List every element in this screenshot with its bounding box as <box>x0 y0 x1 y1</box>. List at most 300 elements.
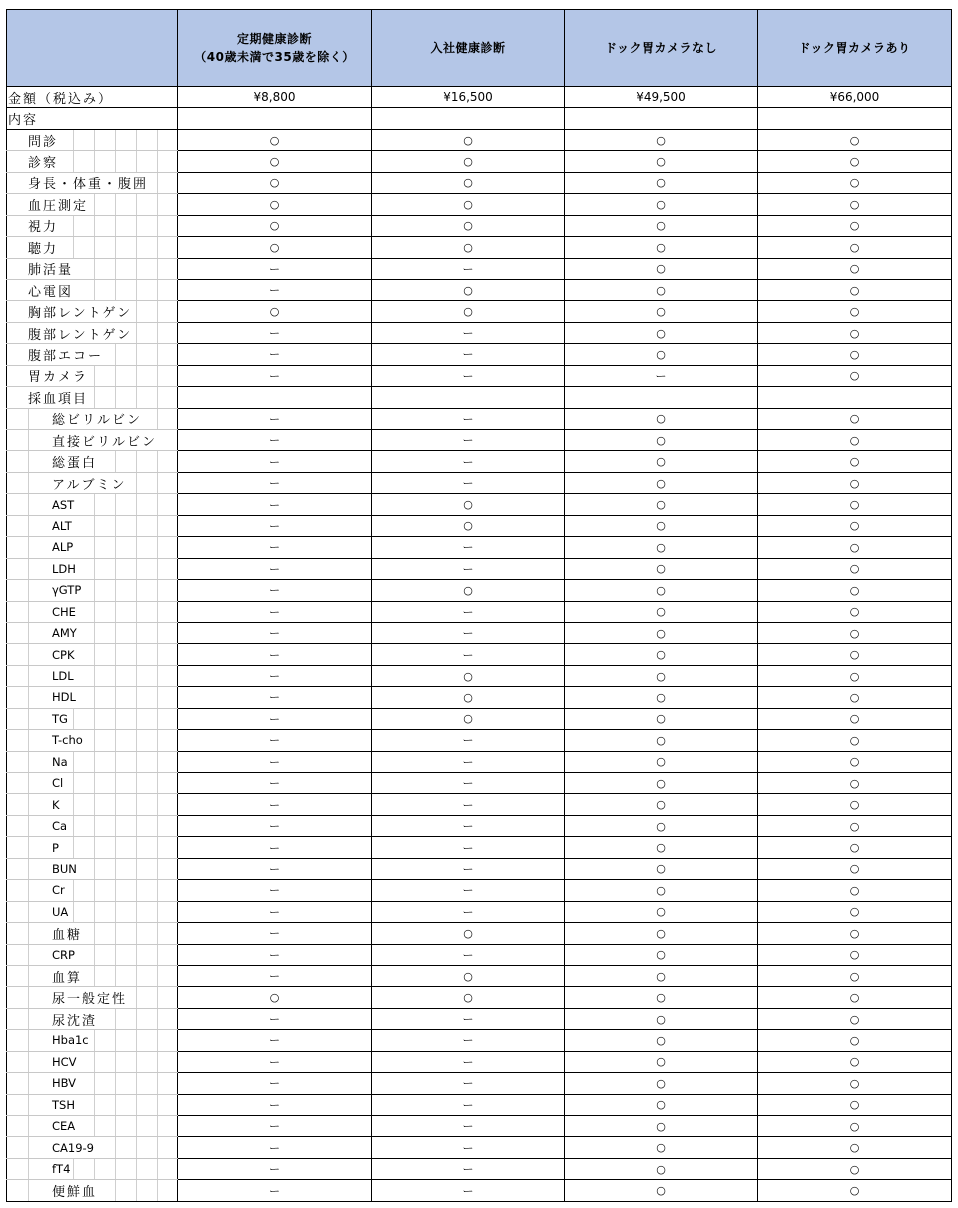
cell-gridline <box>28 1116 29 1136</box>
item-value-cell <box>372 451 565 472</box>
cell-gridline <box>136 194 137 214</box>
item-value-cell <box>565 751 758 772</box>
item-label: CPK <box>52 644 77 664</box>
cell-gridline <box>94 859 95 879</box>
cell-gridline <box>157 537 158 557</box>
cell-gridline <box>73 837 74 857</box>
included-mark: ○ <box>849 240 860 254</box>
cell-gridline <box>73 880 74 900</box>
included-mark: ○ <box>656 819 666 833</box>
cell-gridline <box>157 1052 158 1072</box>
item-row <box>7 558 952 579</box>
item-value-cell <box>178 537 372 558</box>
cell-gridline <box>115 1030 116 1050</box>
included-mark: ○ <box>849 1184 860 1198</box>
included-mark: ○ <box>656 455 666 469</box>
cell-gridline <box>157 173 158 193</box>
included-mark: ○ <box>849 1055 860 1069</box>
cell-gridline <box>115 773 116 793</box>
not-included-mark: ー <box>269 1120 280 1134</box>
item-value-cell <box>758 580 952 601</box>
not-included-mark: ー <box>462 1013 474 1027</box>
included-mark: ○ <box>849 712 860 726</box>
included-mark: ○ <box>656 283 666 297</box>
item-label-cell <box>7 773 178 794</box>
cell-gridline <box>94 280 95 300</box>
cell-gridline <box>115 1180 116 1200</box>
item-label-cell <box>7 794 178 815</box>
item-value-cell <box>178 194 372 215</box>
item-value-cell <box>565 1137 758 1158</box>
cell-gridline <box>157 966 158 986</box>
item-row <box>7 322 952 343</box>
item-label-cell <box>7 987 178 1008</box>
item-row <box>7 515 952 536</box>
item-row <box>7 151 952 172</box>
cell-gridline <box>136 151 137 171</box>
not-included-mark: ー <box>269 648 280 662</box>
cell-gridline <box>115 1009 116 1029</box>
cell-gridline <box>28 1180 29 1200</box>
item-value-cell <box>372 515 565 536</box>
cell-gridline <box>136 709 137 729</box>
item-value-cell <box>758 687 952 708</box>
cell-gridline <box>136 537 137 557</box>
cell-gridline <box>157 280 158 300</box>
item-value-cell <box>565 773 758 794</box>
item-value-cell <box>372 794 565 815</box>
item-value-cell <box>565 151 758 172</box>
item-label-cell <box>7 1180 178 1201</box>
cell-gridline <box>115 344 116 364</box>
item-value-cell <box>178 558 372 579</box>
item-value-cell <box>565 1158 758 1179</box>
item-row <box>7 1008 952 1029</box>
item-label: 肺活量 <box>28 259 75 279</box>
included-mark: ○ <box>849 991 860 1005</box>
item-value-cell <box>758 751 952 772</box>
included-mark: ○ <box>463 283 473 297</box>
cell-gridline <box>157 602 158 622</box>
item-value-cell <box>372 1051 565 1072</box>
included-mark: ○ <box>849 819 860 833</box>
included-mark: ○ <box>849 262 860 276</box>
cell-gridline <box>28 752 29 772</box>
cell-gridline <box>115 494 116 514</box>
cell-gridline <box>94 387 95 407</box>
item-label: 血算 <box>52 966 84 986</box>
cell-gridline <box>115 644 116 664</box>
item-value-cell <box>758 172 952 193</box>
price-cell: ¥66,000 <box>758 87 952 108</box>
item-value-cell <box>565 1180 758 1201</box>
item-value-cell <box>758 1030 952 1051</box>
item-label-cell <box>7 1008 178 1029</box>
item-label: HDL <box>52 687 78 707</box>
item-label-cell <box>7 365 178 386</box>
cell-gridline <box>115 1159 116 1179</box>
not-included-mark: ー <box>269 627 280 641</box>
included-mark: ○ <box>269 305 280 319</box>
cell-gridline <box>28 730 29 750</box>
item-value-cell <box>178 815 372 836</box>
not-included-mark: ー <box>269 798 280 812</box>
included-mark: ○ <box>849 155 860 169</box>
item-label-cell <box>7 944 178 965</box>
included-mark: ○ <box>656 626 666 640</box>
item-value-cell <box>565 258 758 279</box>
included-mark: ○ <box>269 155 280 169</box>
item-value-cell <box>565 644 758 665</box>
item-label-cell <box>7 494 178 515</box>
included-mark: ○ <box>269 197 280 211</box>
cell-gridline <box>115 966 116 986</box>
cell-gridline <box>157 1159 158 1179</box>
item-value-cell <box>178 1116 372 1137</box>
cell-gridline <box>94 730 95 750</box>
item-row <box>7 194 952 215</box>
item-row <box>7 537 952 558</box>
not-included-mark: ー <box>462 884 474 898</box>
item-value-cell <box>372 558 565 579</box>
item-value-cell <box>565 430 758 451</box>
item-value-cell <box>758 1137 952 1158</box>
item-label-cell <box>7 451 178 472</box>
not-included-mark: ー <box>462 755 474 769</box>
cell-gridline <box>136 773 137 793</box>
item-label: AST <box>52 494 76 514</box>
item-label-cell <box>7 1116 178 1137</box>
item-value-cell <box>565 301 758 322</box>
included-mark: ○ <box>849 862 860 876</box>
item-value-cell <box>758 215 952 236</box>
cell-gridline <box>115 816 116 836</box>
cell-gridline <box>136 259 137 279</box>
cell-gridline <box>28 709 29 729</box>
cell-gridline <box>157 494 158 514</box>
item-row <box>7 944 952 965</box>
item-value-cell <box>178 1030 372 1051</box>
price-label: 金額（税込み） <box>8 87 115 107</box>
included-mark: ○ <box>849 905 860 919</box>
item-label-cell <box>7 880 178 901</box>
item-value-cell <box>372 601 565 622</box>
item-value-cell <box>758 194 952 215</box>
cell-gridline <box>94 216 95 236</box>
item-value-cell <box>178 944 372 965</box>
not-included-mark: ー <box>462 1098 474 1112</box>
included-mark: ○ <box>656 948 666 962</box>
item-row <box>7 622 952 643</box>
cell-gridline <box>136 794 137 814</box>
item-value-cell <box>565 1051 758 1072</box>
not-included-mark: ー <box>269 369 280 383</box>
item-value-cell <box>178 708 372 729</box>
included-mark: ○ <box>656 1184 666 1198</box>
contents-row <box>7 108 952 129</box>
item-value-cell <box>178 344 372 365</box>
item-row <box>7 987 952 1008</box>
cell-gridline <box>115 666 116 686</box>
item-value-cell <box>178 751 372 772</box>
cell-gridline <box>94 580 95 600</box>
cell-gridline <box>28 1052 29 1072</box>
item-label: Ca <box>52 816 69 836</box>
item-value-cell <box>758 1008 952 1029</box>
cell-gridline <box>136 130 137 150</box>
item-value-cell <box>565 365 758 386</box>
item-value-cell <box>178 923 372 944</box>
cell-gridline <box>136 580 137 600</box>
item-value-cell <box>372 687 565 708</box>
item-row <box>7 258 952 279</box>
cell-gridline <box>73 216 74 236</box>
item-row <box>7 601 952 622</box>
cell-gridline <box>115 1073 116 1093</box>
item-row <box>7 730 952 751</box>
not-included-mark: ー <box>269 755 280 769</box>
not-included-mark: ー <box>462 841 474 855</box>
item-label: 視力 <box>28 216 60 236</box>
cell-gridline <box>115 216 116 236</box>
included-mark: ○ <box>849 133 860 147</box>
included-mark: ○ <box>849 498 860 512</box>
not-included-mark: ー <box>462 1163 474 1177</box>
item-label-cell <box>7 301 178 322</box>
item-value-cell <box>372 1180 565 1201</box>
cell-gridline <box>136 216 137 236</box>
item-row <box>7 279 952 300</box>
not-included-mark: ー <box>269 1034 280 1048</box>
cell-gridline <box>136 966 137 986</box>
cell-gridline <box>157 666 158 686</box>
item-value-cell <box>178 494 372 515</box>
item-value-cell <box>178 472 372 493</box>
item-label: P <box>52 837 61 857</box>
included-mark: ○ <box>656 1076 666 1090</box>
item-value-cell <box>758 622 952 643</box>
item-label-cell <box>7 837 178 858</box>
included-mark: ○ <box>463 669 473 683</box>
included-mark: ○ <box>849 562 860 576</box>
cell-gridline <box>28 451 29 471</box>
item-value-cell <box>758 258 952 279</box>
included-mark: ○ <box>656 755 666 769</box>
item-label: TG <box>52 709 70 729</box>
item-value-cell <box>178 901 372 922</box>
item-value-cell <box>372 215 565 236</box>
cell-gridline <box>94 816 95 836</box>
item-row <box>7 1158 952 1179</box>
cell-gridline <box>115 366 116 386</box>
included-mark: ○ <box>269 991 280 1005</box>
cell-gridline <box>28 859 29 879</box>
item-label: CRP <box>52 945 77 965</box>
cell-gridline <box>136 987 137 1007</box>
cell-gridline <box>28 1137 29 1157</box>
item-label-cell <box>7 279 178 300</box>
cell-gridline <box>115 130 116 150</box>
cell-gridline <box>115 687 116 707</box>
item-row <box>7 494 952 515</box>
included-mark: ○ <box>463 305 473 319</box>
included-mark: ○ <box>463 712 473 726</box>
item-label-cell <box>7 558 178 579</box>
cell-gridline <box>157 709 158 729</box>
included-mark: ○ <box>463 498 473 512</box>
item-value-cell <box>372 880 565 901</box>
cell-gridline <box>136 644 137 664</box>
included-mark: ○ <box>463 583 473 597</box>
not-included-mark: ー <box>462 412 474 426</box>
header-title: ドック胃カメラあり <box>798 41 911 55</box>
header-title: ドック胃カメラなし <box>604 41 718 55</box>
not-included-mark: ー <box>269 498 280 512</box>
cell-gridline <box>157 151 158 171</box>
not-included-mark: ー <box>462 541 474 555</box>
item-value-cell <box>372 129 565 150</box>
included-mark: ○ <box>656 1012 666 1026</box>
cell-gridline <box>157 301 158 321</box>
included-mark: ○ <box>849 605 860 619</box>
item-row <box>7 687 952 708</box>
cell-gridline <box>157 859 158 879</box>
item-value-cell <box>758 837 952 858</box>
cell-gridline <box>136 1009 137 1029</box>
cell-gridline <box>157 130 158 150</box>
item-value-cell <box>178 665 372 686</box>
included-mark: ○ <box>656 433 666 447</box>
included-mark: ○ <box>656 412 666 426</box>
item-value-cell <box>565 129 758 150</box>
cell-gridline <box>73 773 74 793</box>
item-label: K <box>52 794 62 814</box>
cell-gridline <box>28 773 29 793</box>
not-included-mark: ー <box>462 777 474 791</box>
not-included-mark: ー <box>462 369 474 383</box>
not-included-mark: ー <box>269 605 280 619</box>
included-mark: ○ <box>656 176 666 190</box>
item-label: 総ビリルビン <box>52 409 144 429</box>
included-mark: ○ <box>656 1033 666 1047</box>
item-value-cell <box>758 515 952 536</box>
item-value-cell <box>758 451 952 472</box>
item-value-cell <box>372 1158 565 1179</box>
not-included-mark: ー <box>269 691 280 705</box>
cell-gridline <box>157 451 158 471</box>
item-value-cell <box>758 279 952 300</box>
included-mark: ○ <box>656 648 666 662</box>
not-included-mark: ー <box>269 777 280 791</box>
item-value-cell <box>758 665 952 686</box>
cell-gridline <box>115 602 116 622</box>
item-value-cell <box>178 237 372 258</box>
item-row <box>7 1116 952 1137</box>
cell-gridline <box>115 902 116 922</box>
item-value-cell <box>758 129 952 150</box>
item-value-cell <box>565 279 758 300</box>
not-included-mark: ー <box>269 1098 280 1112</box>
cell-gridline <box>136 473 137 493</box>
cell-gridline <box>157 1009 158 1029</box>
included-mark: ○ <box>849 219 860 233</box>
item-value-cell <box>372 537 565 558</box>
item-value-cell <box>178 1008 372 1029</box>
item-label: BUN <box>52 859 79 879</box>
cell-gridline <box>136 516 137 536</box>
cell-gridline <box>136 1159 137 1179</box>
item-value-cell <box>565 515 758 536</box>
item-value-cell <box>565 687 758 708</box>
cell-gridline <box>136 623 137 643</box>
item-label: 腹部レントゲン <box>28 323 134 343</box>
item-value-cell <box>372 322 565 343</box>
cell-gridline <box>157 237 158 257</box>
price-cell: ¥8,800 <box>178 87 372 108</box>
item-value-cell <box>372 151 565 172</box>
item-row <box>7 1137 952 1158</box>
cell-gridline <box>157 1137 158 1157</box>
not-included-mark: ー <box>462 648 474 662</box>
item-value-cell <box>372 901 565 922</box>
cell-gridline <box>136 816 137 836</box>
included-mark: ○ <box>849 1162 860 1176</box>
cell-gridline <box>28 902 29 922</box>
included-mark: ○ <box>849 841 860 855</box>
item-label-cell <box>7 1158 178 1179</box>
item-label: 腹部エコー <box>28 344 105 364</box>
item-label: 聴力 <box>28 237 60 257</box>
included-mark: ○ <box>656 326 666 340</box>
cell-gridline <box>28 966 29 986</box>
cell-gridline <box>73 794 74 814</box>
included-mark: ○ <box>849 926 860 940</box>
item-label: 採血項目 <box>28 387 90 407</box>
item-label: 診察 <box>28 151 60 171</box>
included-mark: ○ <box>849 476 860 490</box>
cell-gridline <box>28 1009 29 1029</box>
not-included-mark: ー <box>462 1034 474 1048</box>
cell-gridline <box>136 1073 137 1093</box>
item-label-cell <box>7 322 178 343</box>
cell-gridline <box>28 666 29 686</box>
cell-gridline <box>136 451 137 471</box>
item-value-cell <box>178 730 372 751</box>
cell-gridline <box>157 1180 158 1200</box>
item-value-cell <box>758 237 952 258</box>
header-cell-employment-checkup <box>372 10 565 87</box>
item-value-cell <box>565 322 758 343</box>
item-value-cell <box>372 1094 565 1115</box>
item-label-cell <box>7 858 178 879</box>
included-mark: ○ <box>269 240 280 254</box>
item-value-cell <box>178 408 372 429</box>
item-label: 便鮮血 <box>52 1180 99 1200</box>
item-label-cell <box>7 237 178 258</box>
cell-gridline <box>136 687 137 707</box>
checkup-comparison-sheet <box>6 9 952 1202</box>
item-value-cell <box>372 944 565 965</box>
item-value-cell <box>758 537 952 558</box>
cell-gridline <box>115 1137 116 1157</box>
included-mark: ○ <box>269 219 280 233</box>
not-included-mark: ー <box>655 369 667 383</box>
cell-gridline <box>94 752 95 772</box>
item-value-cell <box>758 1051 952 1072</box>
cell-gridline <box>115 945 116 965</box>
item-label: ALP <box>52 537 75 557</box>
cell-gridline <box>115 559 116 579</box>
